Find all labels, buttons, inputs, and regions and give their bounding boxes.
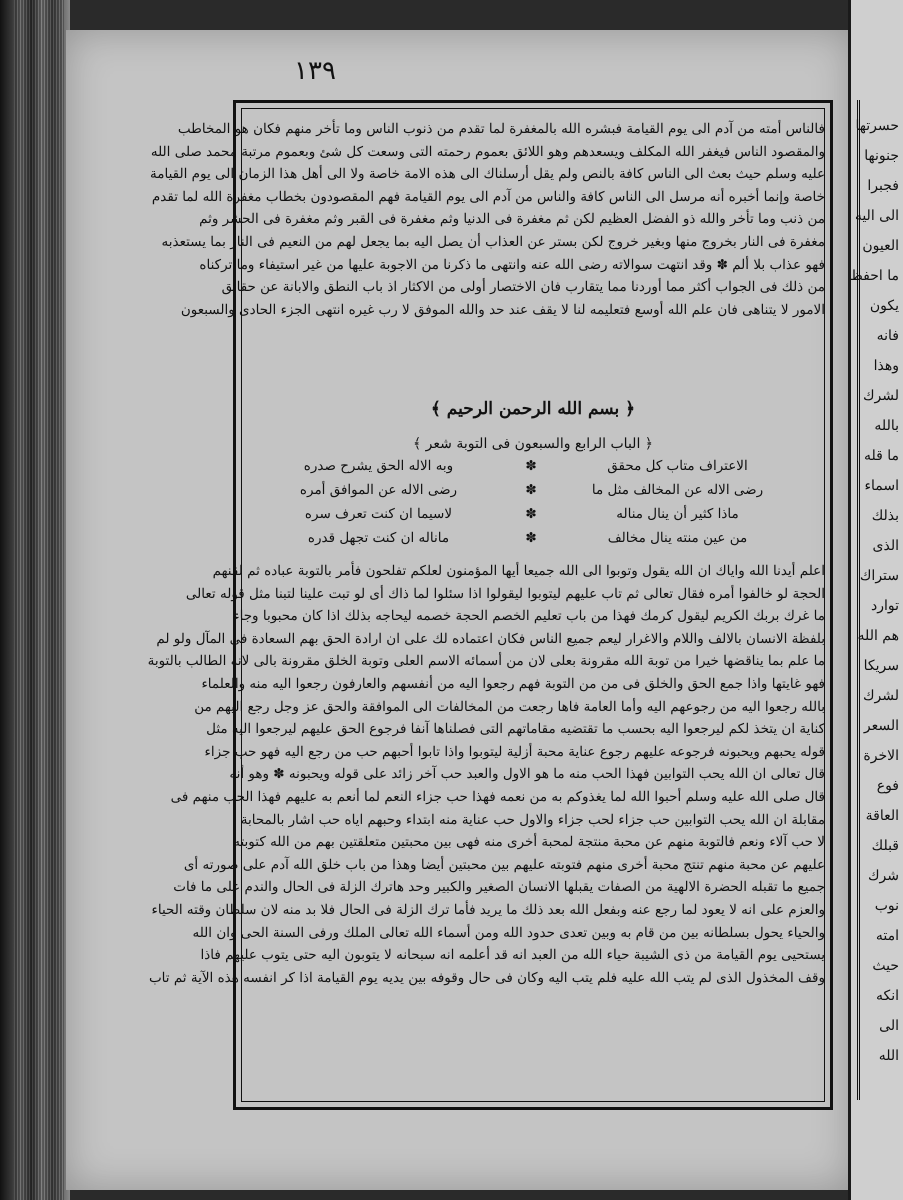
facing-page-fragment: ما قله — [863, 448, 899, 464]
facing-page-fragment: فوع — [876, 778, 899, 794]
facing-page-fragment: حيث — [872, 958, 899, 974]
text-line: والحياء يحول بسلطانه بين من قام به وبين تعدى حدود الله ومن أسماء الله تعالى الملك ورفى السنة الحى وان الله — [192, 924, 825, 941]
facing-page-fragment: امته — [875, 928, 899, 944]
text-line: مغفرة فى النار بخروج منها وبغير خروج لكن بستر عن العذاب أن يصل اليه بما يجعل لهم من النعيم فى النار بما يستعذبه — [161, 233, 825, 250]
facing-page-fragment: سريكا — [863, 658, 899, 674]
verse-separator: ✽ — [525, 458, 537, 474]
facing-page-fragment: هم الله — [857, 628, 899, 644]
facing-page-fragment: جنونها — [864, 148, 899, 164]
book-spine — [0, 0, 70, 1200]
facing-page-fragment: ما احفظ — [849, 268, 899, 284]
text-line: فهو غايتها واذا جمع الحق والخلق فى من من التوبة فهم رجعوا اليه من أنفسهم والعارفون رجعوا اليه منه والعلماء — [201, 675, 825, 692]
text-line: فالناس أمته من آدم الى يوم القيامة فبشره الله بالمغفرة لما تقدم من ذنوب الناس وما تأخر منهم فكان هو المخاطب — [177, 121, 825, 137]
facing-page-fragment: يكون — [869, 298, 899, 314]
text-line: يستحيى يوم القيامة من ذى الشيبة حياء الله من العبد انه قد أعلمه انه سبحانه لا يتوبون اليه حتى يتوب عليهم فاذا — [200, 947, 825, 964]
poem-verse — [241, 506, 825, 530]
facing-page-fragment: ستراك — [859, 568, 899, 584]
facing-page-edge — [848, 0, 903, 1200]
facing-page-fragment: الذى — [872, 538, 899, 554]
facing-page-fragment: العيون — [862, 238, 899, 254]
facing-page-fragment: الله — [878, 1048, 899, 1064]
facing-page-fragment: الى اليه — [854, 208, 899, 224]
facing-page-fragment: فجبرا — [867, 178, 899, 194]
facing-page-fragment: انكه — [875, 988, 899, 1004]
poem-verse — [241, 530, 825, 554]
text-line: قال تعالى ان الله يحب التوابين فهذا الحب منه ما هو الاول والعبد حب آخر زائد على قوله ويحبونه ✽ وهو أنه — [229, 766, 825, 783]
text-line: اعلم أيدنا الله واياك ان الله يقول وتوبوا الى الله جميعا أيها المؤمنون لعلكم تفلحون فأمر بالتوبة عباده ثم لقنهم — [212, 563, 825, 579]
facing-page-fragment: شرك — [868, 868, 899, 884]
text-line: بلفظة الانسان بالالف واللام والاغرار ليعم جميع الناس فكان اعتماده لك على ان ارادة الحق بهم السعادة فى المآل ولو لم — [156, 630, 825, 647]
verse-first-hemistich: الاعتراف متاب كل محقق — [607, 458, 748, 474]
text-line: من ذلك فى الجواب أكثر مما أوردنا مما يتقارب فان الاختصار أولى من الاكثار اذ باب النطق والابانة عن حقائق — [221, 279, 825, 296]
text-line: كناية ان يتخذ لكم ليرجعوا اليه بحسب ما تقتضيه مقاماتهم التى فصلناها آنفا فرجوع الحق عليهم ليرجعوا اليه مثل — [206, 721, 825, 738]
text-line: وقف المخذول الذى لم يتب الله عليه فلم يتب اليه وكان فى حال وقوفه بين يديه يوم القيامة اذا كر انفسه هذه الآية ثم تاب — [148, 969, 825, 986]
facing-page-fragment: وهذا — [873, 358, 899, 374]
facing-page-fragment: توارد — [870, 598, 899, 614]
facing-page-fragment: العاقة — [865, 808, 899, 824]
text-line: والمقصود الناس فيغفر الله المكلف ويسعدهم وهو اللائق بعموم رحمته التى وسعت كل شئ وبعموم مرتبة محمد صلى الله — [150, 143, 825, 160]
text-line: مقابلة ان الله يحب التوابين حب جزاء لحب جزاء والاول حب عناية منه ابتداء وحبهم اياه حب اشار بالمحابة — [240, 811, 825, 828]
verse-first-hemistich: رضى الاله عن المخالف مثل ما — [591, 482, 764, 498]
verse-second-hemistich: لاسيما ان كنت تعرف سره — [304, 506, 453, 522]
facing-page-fragment: لشرك — [862, 388, 899, 404]
text-block-1 — [150, 118, 825, 321]
text-line: عليهم عن محبة منهم تنتج محبة أخرى منهم فتوبته عليهم بين محبتين أيضا وهذا من باب خلق الله آدم على صورته أى — [183, 856, 825, 873]
verse-second-hemistich: وبه الاله الحق يشرح صدره — [303, 458, 454, 474]
text-block-2 — [147, 560, 825, 989]
poem-verse — [241, 482, 825, 506]
text-line: عليه وسلم حيث بعث الى الناس كافة بالنص ولم يقل أرسلناك الى هذه الامة خاصة ولا الى أهل هذا الزمان الى يوم القيامة — [150, 166, 825, 183]
text-line: فهو عذاب بلا ألم ✽ وقد انتهت سوالاته رضى الله عنه وانتهى ما ذكرنا من الاجوبة عليها من غير استيفاء وما تركناه — [199, 256, 825, 273]
chapter-title: ﴿ الباب الرابع والسبعون فى التوبة شعر ﴾ — [413, 436, 653, 452]
verse-separator: ✽ — [525, 530, 537, 546]
facing-page-fragment: الى — [879, 1018, 899, 1034]
text-line: والعزم على انه لا يعود لما رجع عنه وبفعل الله بعد ذلك ما يريد فأما ترك الزلة فى الحال فلا بد منه لان سلطان وقته الحياء — [151, 901, 825, 918]
text-line: من ذنب وما تأخر والله ذو الفضل العظيم لكن ثم مغفرة فى الدنيا وثم مغفرة فى القبر وثم مغفرة فى الحشر وثم — [199, 211, 825, 228]
text-line: قوله يحبهم ويحبونه فرجوعه عليهم رجوع عناية محبة أزلية ليتوبوا واذا تابوا أحبهم حب من رجع اليه فهو حب جزاء — [204, 743, 825, 760]
facing-page-fragment: لشرك — [862, 688, 899, 704]
text-line: ما غرك بربك الكريم ليقول كرمك فهذا من باب تعليم الخصم الحجة خصمه ليحاجه بذلك اذا كان محبوبا وجاء — [233, 608, 825, 625]
verse-first-hemistich: ماذا كثير أن ينال مناله — [616, 506, 739, 522]
facing-page-fragment: بذلك — [871, 508, 899, 524]
text-line: بالله رجعوا اليه من رجوعهم اليه وأما العامة فاها رجعت من المخالفات الى الموافقة والحق عز وجل رجع اليهم من — [194, 698, 825, 715]
facing-page-fragment: قبلك — [871, 838, 899, 854]
facing-page-fragment: بالله — [874, 418, 899, 434]
verse-separator: ✽ — [525, 506, 537, 522]
verse-second-hemistich: ماناله ان كنت تجهل قدره — [307, 530, 450, 546]
text-line: الحجة لو خالفوا أمره فقال تعالى ثم تاب عليهم ليتوبوا ليقولوا اذا سئلوا لما ذاك أى لو تبت علينا لتبنا مثل قوله تعالى — [185, 585, 825, 602]
text-line: خاصة وإنما أخبره أنه مرسل الى الناس كافة والناس من آدم الى يوم القيامة فهم المقصودون بخطاب مغفرة الله لما تقدم — [151, 188, 825, 205]
text-line: قال صلى الله عليه وسلم أحبوا الله لما يغذوكم به من نعمه فهذا حب جزاء النعم لما أنعم به عليهم فهذا الحب منهم فى — [170, 788, 825, 805]
page-number: ١٣٩ — [294, 56, 336, 86]
facing-page-fragment: حسرتها — [855, 118, 899, 134]
verse-first-hemistich: من عين منته ينال مخالف — [607, 530, 748, 546]
facing-page-fragment: فانه — [876, 328, 899, 344]
verse-second-hemistich: رضى الاله عن الموافق أمره — [299, 482, 458, 498]
verse-separator: ✽ — [525, 482, 537, 498]
facing-page-fragment: اسماء — [864, 478, 899, 494]
facing-page-fragment: نوب — [874, 898, 899, 914]
poem-verse — [241, 458, 825, 482]
text-line: الامور لا يتناهى فان علم الله أوسع فتعليمه لنا لا يقف عند حد والله الموفق لا رب غيره انتهى الجزء الحادى والسبعون — [180, 301, 825, 318]
text-line: لا حب آلاء ونعم فالتوبة منهم عن محبة منتجة لمحبة أخرى منه فهى بين محبتين متعلقتين بهم من الله كتوبته — [233, 834, 825, 851]
page-edges — [14, 0, 64, 1200]
facing-page-fragment: الاخرة — [863, 748, 899, 764]
text-line: ما علم بما يناقضها خيرا من توبة الله مقرونة بعلى لان من أسمائه الاسم العلى وتوبة الخلق مقرونة بالى لانه الطالب بالتوبة — [147, 653, 825, 670]
facing-page-fragment: السعر — [863, 718, 899, 734]
text-line: جميع ما تقبله الحضرة الالهية من الصفات يقبلها الانسان الصغير والكبير وحد هاترك الزلة فى الحال والندم على ما فات — [173, 879, 825, 896]
basmala-heading: ﴿ بسم الله الرحمن الرحيم ﴾ — [430, 399, 636, 419]
